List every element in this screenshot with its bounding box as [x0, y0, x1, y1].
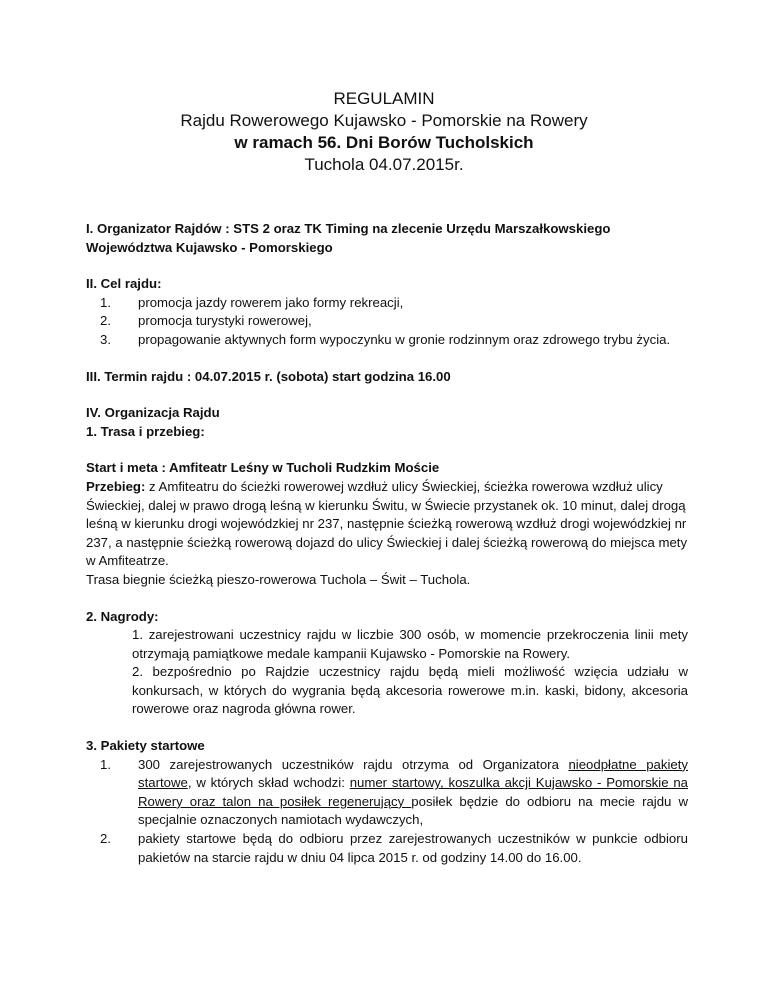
goal-item-text: propagowanie aktywnych form wypoczynku w gronie rodzinnym oraz zdrowego trybu życia. [138, 331, 671, 347]
package-item-text: 300 zarejestrowanych uczestników rajdu otrzyma od Organizatora [138, 756, 569, 772]
route-subheading: 1. Trasa i przebieg: [86, 423, 205, 439]
title-regulamin: REGULAMIN [333, 89, 435, 108]
goal-list-item [86, 312, 688, 331]
route-label: Przebieg: [86, 478, 146, 494]
route-path: Trasa biegnie ścieżką pieszo-rowerowa Tuchola – Świt – Tuchola. [86, 571, 471, 587]
package-item-number: 2. [100, 831, 111, 847]
package-item-text: , w których skład wchodzi: [187, 775, 350, 791]
package-list-item [86, 830, 688, 867]
goal-list-item [86, 331, 688, 350]
document-body [86, 220, 688, 867]
prize-item: 2. bezpośrednio po Rajdzie uczestnicy rajdu będą mieli możliwość wzięcia udziału w konkursach, w których do wygrania będą akcesoria rowerowe m.in. kaski, bidony, akcesoria rowerowe oraz nagroda główna rower. [132, 664, 688, 717]
section-date-heading: III. Termin rajdu : 04.07.2015 r. (sobota) start godzina 16.00 [86, 368, 451, 384]
section-goal-heading: II. Cel rajdu: [86, 276, 162, 292]
start-finish-line: Start i meta : Amfiteatr Leśny w Tucholi Rudzkim Moście [86, 460, 440, 476]
goal-item-number: 3. [100, 331, 111, 347]
section-organizer-heading-line1: I. Organizator Rajdów : STS 2 oraz TK Timing na zlecenie Urzędu Marszałkowskiego [86, 221, 611, 236]
title-place-date: Tuchola 04.07.2015r. [304, 155, 464, 174]
package-contents-underlined: numer startowy, koszulka akcji Kujawsko - Pomorskie na Rowery oraz talon na posiłek regenerujący [138, 775, 689, 809]
route-description [86, 478, 688, 571]
section-organizer-heading-line2: Województwa Kujawsko - Pomorskiego [86, 239, 333, 255]
title-block [0, 88, 768, 176]
route-text: z Amfiteatru do ścieżki rowerowej wzdłuż ulicy Świeckiej, ścieżka rowerowa wzdłuż ulicy Świeckiej, dalej w prawo drogą leśną w kierunku Świtu, w Świecie przystanek ok. 10 minut, dalej drogą leśną w kierunku drogi wojewódzkiej nr 237, następnie ścieżką rowerową wzdłuż drogi wojewódzkiej nr 237, a następnie ścieżką rowerową dojazd do ulicy Świeckiej i dalej ścieżką rowerową do miejsca mety w Amfiteatrze. [86, 478, 688, 569]
prize-item: 1. zarejestrowani uczestnicy rajdu w liczbie 300 osób, w momencie przekroczenia linii mety otrzymają pamiątkowe medale kampanii Kujawsko - Pomorskie na Rowery. [132, 627, 688, 661]
goal-item-text: promocja turystyki rowerowej, [138, 313, 312, 329]
package-list-item [86, 756, 688, 830]
package-item-text: posiłek będzie do odbioru na mecie rajdu w specjalnie oznaczonych namiotach wydawczych, [138, 793, 688, 828]
package-item-text: pakiety startowe będą do odbioru przez zarejestrowanych uczestników w punkcie odbioru pakietów na starcie rajdu w dniu 04 lipca 2015 r. od godziny 14.00 do 16.00. [138, 831, 688, 865]
goal-item-number: 1. [100, 294, 111, 310]
section-organization-heading: IV. Organizacja Rajdu [86, 405, 220, 421]
goal-item-text: promocja jazdy rowerem jako formy rekreacji, [138, 294, 404, 310]
prizes-list [86, 626, 688, 719]
goal-item-number: 2. [100, 313, 111, 329]
title-rally-name: Rajdu Rowerowego Kujawsko - Pomorskie na Rowery [180, 111, 588, 130]
prizes-heading: 2. Nagrody: [86, 608, 159, 624]
package-free-underlined: nieodpłatne pakiety startowe [138, 756, 688, 791]
package-item-number: 1. [100, 756, 111, 772]
start-packages-heading: 3. Pakiety startowe [86, 738, 205, 754]
goal-list-item [86, 294, 688, 313]
title-event: w ramach 56. Dni Borów Tucholskich [234, 133, 534, 152]
